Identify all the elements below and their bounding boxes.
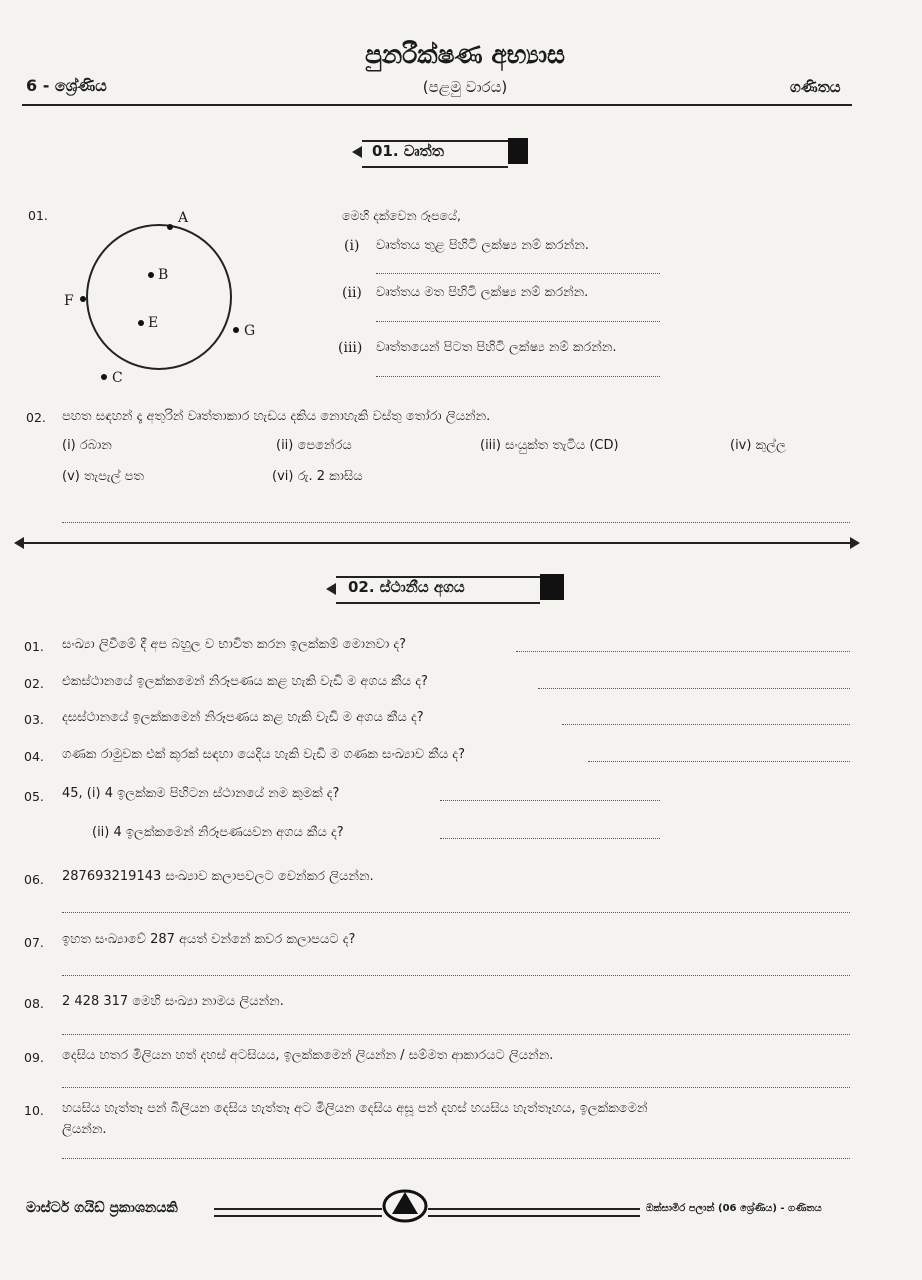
circle <box>87 225 231 369</box>
question-text: 45, (i) 4 ඉලක්කම පිහිටන ස්ථානයේ නම කුමක් ද? <box>62 786 340 801</box>
answer-line[interactable] <box>62 1087 850 1088</box>
answer-line[interactable] <box>62 912 850 913</box>
question-text: 2 428 317 මෙහි සංඛ්‍යා නාමය ලියන්න. <box>62 994 284 1009</box>
question-number: 07. <box>24 935 44 950</box>
footer-rule-right <box>428 1208 640 1217</box>
divider-left-arrow-icon <box>14 537 24 549</box>
point-f <box>80 296 86 302</box>
answer-line[interactable] <box>440 838 660 839</box>
answer-line[interactable] <box>62 975 850 976</box>
question-text: දසස්ථානයේ ඉලක්කමෙන් නිරූපණය කළ හැකි වැඩි ම අගය කීය ද? <box>62 710 424 725</box>
section2-heading: 02. ස්ථානීය අගය <box>348 578 465 596</box>
answer-line[interactable] <box>62 1158 850 1159</box>
point-e-label: E <box>148 315 159 331</box>
divider-right-arrow-icon <box>850 537 860 549</box>
answer-line[interactable] <box>516 651 850 652</box>
part-label: (iii) <box>338 340 363 356</box>
question-number: 01. <box>24 639 44 654</box>
question-text: 287693219143 සංඛ්‍යාව කලාපවලට වෙන්කර ලියන්න. <box>62 869 374 884</box>
part-text: වෘත්තයෙන් පිටත පිහිටි ලක්ෂ්‍ය නම් කරන්න. <box>376 340 617 355</box>
section-divider <box>24 542 850 544</box>
question-intro: මෙහි දක්වෙන රූපයේ, <box>342 208 462 223</box>
point-f-label: F <box>64 293 74 309</box>
question-text: දෙසිය හතර මිලියන හත් දහස් අටසියය, ඉලක්කමෙන් ලියන්න / සම්මත ආකාරයට ලියන්න. <box>62 1048 554 1063</box>
question-text: සංඛ්‍යා ලිවීමේ දී අප බහුල ව භාවිත කරන ඉලක්කම් මොනවා ද? <box>62 637 407 652</box>
part-text: වෘත්තය මත පිහිටි ලක්ෂ්‍ය නම් කරන්න. <box>376 285 589 300</box>
answer-line[interactable] <box>440 800 660 801</box>
point-a <box>167 224 173 230</box>
option: (iii) සංයුක්ත තැටිය (CD) <box>480 438 619 453</box>
answer-line[interactable] <box>562 724 850 725</box>
point-c <box>101 374 107 380</box>
answer-line[interactable] <box>376 273 660 274</box>
footer-right-label: ඔක්සාමිර පලාන් (06 ශ්‍රේණිය) - ගණිතය <box>646 1203 822 1214</box>
option: (v) තැපැල් පත <box>62 469 144 484</box>
answer-line[interactable] <box>376 376 660 377</box>
page-subtitle: (පළමු වාරය) <box>422 78 508 96</box>
answer-line[interactable] <box>588 761 850 762</box>
part-label: (i) <box>344 238 360 254</box>
question-text: ගණක රාමුවක එක් කූරක් සඳහා යෙදිය හැකි වැඩි ම ගණක සංඛ්‍යාව කීය ද? <box>62 747 465 762</box>
question-text: (ii) 4 ඉලක්කමෙන් නිරූපණයවන අගය කීය ද? <box>92 825 344 840</box>
grade-label: 6 - ශ්‍රේණිය <box>26 76 107 95</box>
option: (ii) පෙනේරය <box>276 438 352 453</box>
point-g <box>233 327 239 333</box>
subject-label: ගණිතය <box>790 78 841 96</box>
question-text: පහත සඳහන් දෑ අතුරින් වෘත්තාකාර හැඩය දකිය නොහැකි වස්තු තෝරා ලියන්න. <box>62 409 491 424</box>
question-number: 05. <box>24 789 44 804</box>
question-number: 10. <box>24 1103 44 1118</box>
point-a-label: A <box>178 210 189 226</box>
question-text: හයසිය හැත්තෑ පන් බිලියන දෙසිය හැත්තෑ අට මිලියන දෙසිය අසූ පන් දහස් හයසිය හැත්තෑහය, ඉලක්කමෙන් <box>62 1101 648 1116</box>
section1-heading: 01. වෘත්ත <box>372 142 444 160</box>
question-number: 01. <box>28 208 48 223</box>
heading-block-icon <box>540 574 564 600</box>
point-g-label: G <box>244 323 256 339</box>
heading-block-icon <box>508 138 528 164</box>
question-text: ලියන්න. <box>62 1122 107 1137</box>
part-label: (ii) <box>342 285 362 301</box>
answer-line[interactable] <box>62 1034 850 1035</box>
point-b <box>148 272 154 278</box>
question-number: 06. <box>24 872 44 887</box>
heading-arrow-icon <box>352 146 362 158</box>
option: (iv) කුල්ල <box>730 438 786 453</box>
option: (i) රබාන <box>62 438 112 453</box>
option: (vi) රු. 2 කාසිය <box>272 469 363 484</box>
question-text: ඉහත සංඛ්‍යාවේ 287 අයත් වන්නේ කවර කලාපයට ද? <box>62 932 356 947</box>
answer-line[interactable] <box>376 321 660 322</box>
circle-diagram <box>60 200 300 400</box>
question-text: එකස්ථානයේ ඉලක්කමෙන් නිරූපණය කළ හැකි වැඩි ම අගය කීය ද? <box>62 674 428 689</box>
footer-rule-left <box>214 1208 382 1217</box>
point-b-label: B <box>158 267 169 283</box>
page-title: පුනරීක්ෂණ අභ්‍යාස <box>364 40 566 69</box>
heading-arrow-icon <box>326 583 336 595</box>
footer-publisher: මාස්ටර් ගයිඩ් ප්‍රකාශනයකි <box>26 1200 178 1216</box>
answer-line[interactable] <box>62 522 850 523</box>
question-number: 04. <box>24 749 44 764</box>
point-e <box>138 320 144 326</box>
header-rule <box>22 104 852 106</box>
question-number: 02. <box>26 410 46 425</box>
part-text: වෘත්තය තුළ පිහිටි ලක්ෂ්‍ය නම් කරන්න. <box>376 238 589 253</box>
question-number: 02. <box>24 676 44 691</box>
question-number: 08. <box>24 996 44 1011</box>
question-number: 09. <box>24 1050 44 1065</box>
question-number: 03. <box>24 712 44 727</box>
answer-line[interactable] <box>538 688 850 689</box>
point-c-label: C <box>112 370 123 386</box>
publisher-logo-icon <box>382 1184 428 1224</box>
